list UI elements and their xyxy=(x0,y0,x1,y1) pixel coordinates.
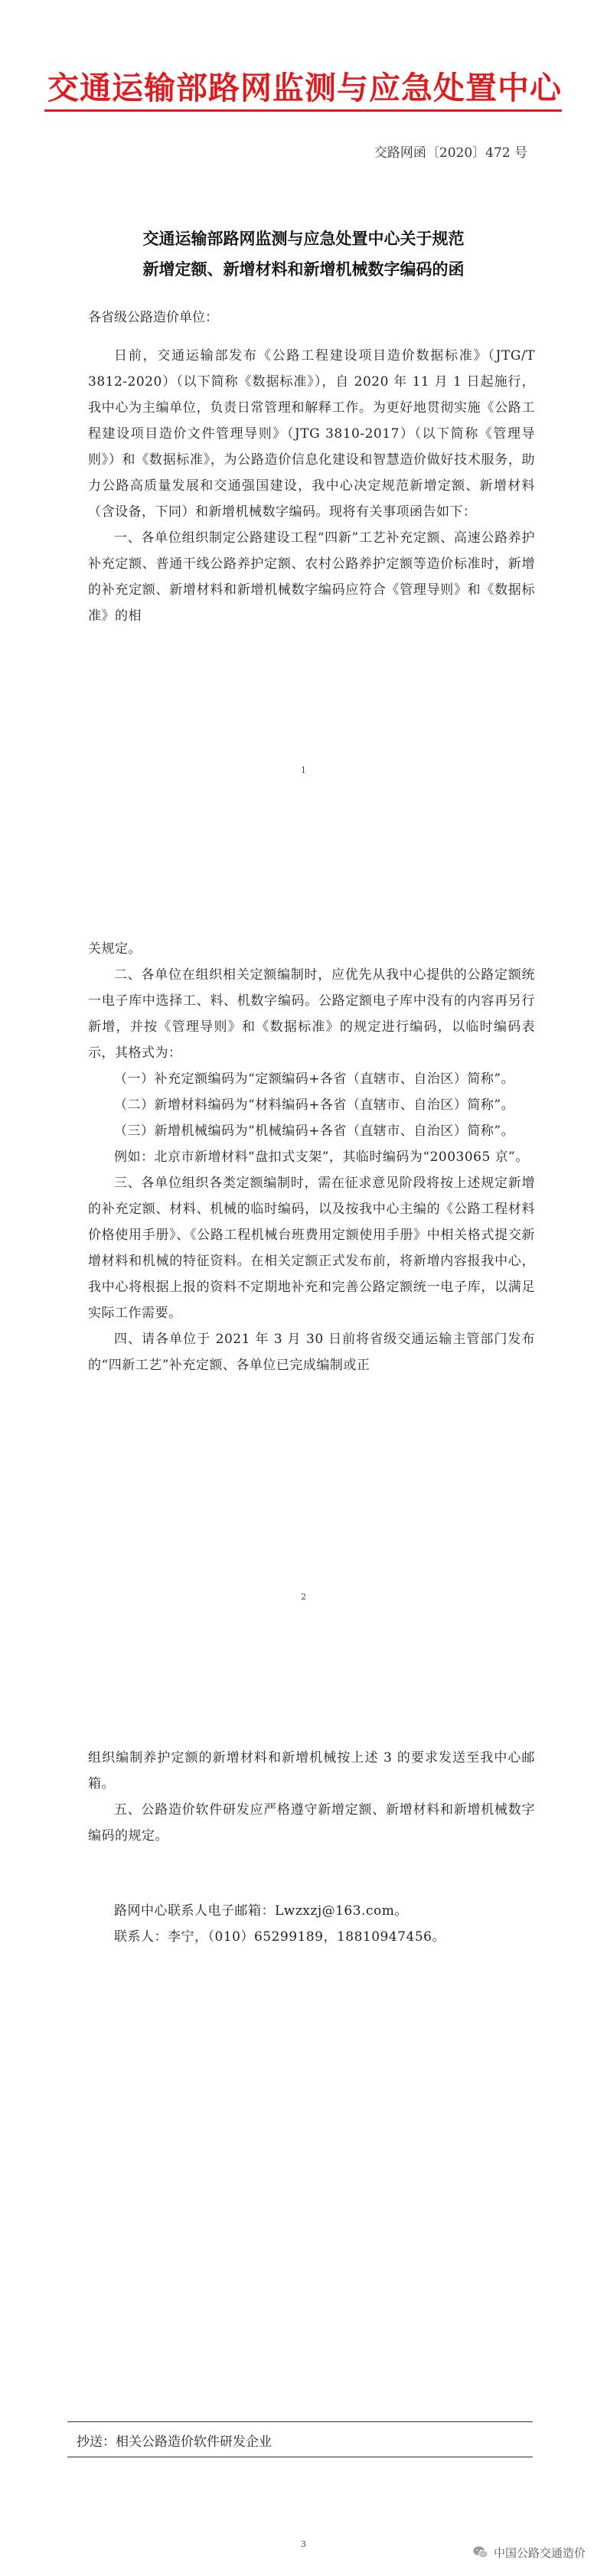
paragraph-item-4: 四、请各单位于 2021 年 3 月 30 日前将省级交通运输主管部门发布的“四新工艺”补充定额、各单位已完成编制或正 xyxy=(88,1332,535,1373)
page-number-3: 3 xyxy=(301,2539,306,2549)
contact-block xyxy=(88,1898,535,1950)
page-1-body xyxy=(88,343,535,629)
watermark-text: 中国公路交通造价 xyxy=(493,2545,586,2560)
paragraph-item-3: 三、各单位组织各类定额编制时，需在征求意见阶段将按上述规定新增的补充定额、材料、机械的临时编码，以及按我中心主编的《公路工程材料价格使用手册》、《公路工程机械台班费用定额使用手册》中相关格式提交新增材料和机械的特征资料。在相关定额正式发布前，将新增内容报我中心，我中心将根据上报的资料不定期地补充和完善公路定额统一电子库，以满足实际工作需要。 xyxy=(88,1176,535,1321)
paragraph-intro: 日前，交通运输部发布《公路工程建设项目造价数据标准》（JTG/T 3812-2020）（以下简称《数据标准》），自 2020 年 11 月 1 日起施行，我中心为主编单位，负责日常管理和解释工作。为更好地贯彻实施《公路工程建设项目造价文件管理导则》（JTG 3810-2017）（以下简称《管理导则》）和《数据标准》，为公路造价信息化建设和智慧造价做好技术服务，助力公路高质量发展和交通强国建设，我中心决定规范新增定额、新增材料（含设备，下同）和新增机械数字编码。现将有关事项函告如下： xyxy=(88,348,535,520)
wechat-watermark xyxy=(472,2544,586,2561)
contact-person: 联系人：李宁，（010）65299189，18810947456。 xyxy=(114,1929,445,1945)
paragraph-item-5: 五、公路造价软件研发应严格遵守新增定额、新增材料和新增机械数字编码的规定。 xyxy=(88,1802,535,1844)
cc-line: 抄送：相关公路造价软件研发企业 xyxy=(77,2434,272,2450)
paragraph-item-4-continued: 组织编制养护定额的新增材料和新增机械按上述 3 的要求发送至我中心邮箱。 xyxy=(88,1750,535,1792)
paragraph-item-1-continued: 关规定。 xyxy=(88,941,142,957)
paragraph-item-1: 一、各单位组织制定公路建设工程“四新”工艺补充定额、高速公路养护补充定额、普通干线公路养护定额、农村公路养护定额等造价标准时，新增的补充定额、新增材料和新增机械数字编码应符合《管理导则》和《数据标准》的相 xyxy=(88,530,535,624)
letter-title-line-1: 交通运输部路网监测与应急处置中心关于规范 xyxy=(142,229,465,248)
page-3-body xyxy=(88,1745,535,1849)
paragraph-item-2: 二、各单位在组织相关定额编制时，应优先从我中心提供的公路定额统一电子库中选择工、料、机数字编码。公路定额电子库中没有的内容再另行新增，并按《管理导则》和《数据标准》的规定进行编码，以临时编码表示，其格式为： xyxy=(88,967,535,1061)
header-red-rule xyxy=(44,109,562,112)
page-number-1: 1 xyxy=(301,765,306,775)
page-number-2: 2 xyxy=(301,1592,306,1602)
addressee: 各省级公路造价单位： xyxy=(88,310,218,325)
page-2 xyxy=(0,827,607,1661)
letter-title-line-2: 新增定额、新增材料和新增机械数字编码的函 xyxy=(142,259,465,279)
page-3 xyxy=(0,1661,607,2576)
page-1 xyxy=(0,0,607,827)
sub-item-1: （一）补充定额编码为“定额编码+各省（直辖市、自治区）简称”。 xyxy=(114,1071,515,1087)
wechat-icon xyxy=(472,2544,489,2561)
cc-rule-top xyxy=(67,2421,533,2422)
example-paragraph: 例如：北京市新增材料“盘扣式支架”，其临时编码为“2003065 京”。 xyxy=(114,1149,529,1165)
contact-email: 路网中心联系人电子邮箱：Lwzxzj@163.com。 xyxy=(114,1903,408,1919)
page-2-body xyxy=(88,936,535,1378)
document-number: 交路网函〔2020〕472 号 xyxy=(374,145,527,161)
sub-item-2: （二）新增材料编码为“材料编码+各省（直辖市、自治区）简称”。 xyxy=(114,1097,515,1113)
sub-item-3: （三）新增机械编码为“机械编码+各省（直辖市、自治区）简称”。 xyxy=(114,1123,515,1139)
org-header-title: 交通运输部路网监测与应急处置中心 xyxy=(47,70,562,106)
letter-title xyxy=(61,223,546,285)
